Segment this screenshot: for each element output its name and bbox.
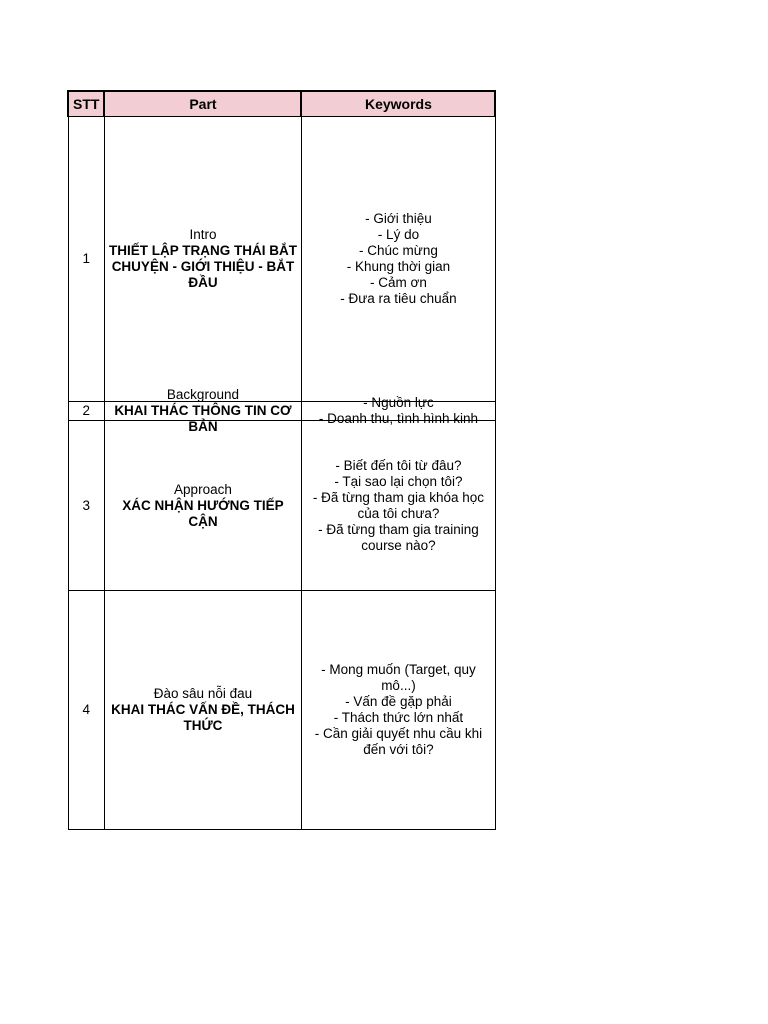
keyword-item: - Khung thời gian <box>346 259 451 274</box>
part-subtitle: Approach <box>174 481 232 497</box>
table-row <box>68 421 495 591</box>
header-row <box>68 91 495 117</box>
keyword-item: - Mong muốn (Target, quy mô...) <box>321 662 476 693</box>
keywords-cell <box>301 395 495 426</box>
keyword-list <box>306 662 491 758</box>
part-subtitle: Intro <box>189 227 217 242</box>
keyword-list <box>306 458 491 554</box>
keywords-cell <box>301 117 495 402</box>
stt-cell: 3 <box>68 421 104 591</box>
table-row <box>68 402 495 421</box>
keyword-item: - Đưa ra tiêu chuẩn <box>340 291 457 306</box>
keyword-item: - Lý do <box>377 227 420 242</box>
keywords-cell <box>301 421 495 591</box>
keyword-item: - Chúc mừng <box>359 243 438 258</box>
part-cell <box>104 117 301 402</box>
keyword-item: - Cần giải quyết nhu cầu khi đến với tôi? <box>314 726 483 757</box>
keyword-item: - Cảm ơn <box>370 275 427 290</box>
header-keywords: Keywords <box>301 91 495 117</box>
part-subtitle: Đào sâu nỗi đau <box>153 686 253 701</box>
keyword-item: - Đã từng tham gia training course nào? <box>318 521 479 553</box>
header-stt: STT <box>68 91 104 117</box>
header-part: Part <box>104 91 301 117</box>
part-title: XÁC NHẬN HƯỚNG TIẾP CẬN <box>122 497 284 529</box>
part-cell <box>104 421 301 591</box>
keyword-item: - Đã từng tham gia khóa học của tôi chưa? <box>312 489 485 521</box>
part-cell <box>104 591 301 830</box>
part-subtitle: Background <box>166 387 239 402</box>
keyword-list <box>306 211 491 307</box>
stt-cell: 4 <box>68 591 104 830</box>
keyword-item: - Biết đến tôi từ đâu? <box>335 457 462 473</box>
keyword-item: - Giới thiệu <box>365 211 432 226</box>
part-title: THIẾT LẬP TRẠNG THÁI BẮT CHUYỆN - GIỚI THIỆU - BẮT ĐẦU <box>108 243 297 290</box>
keywords-table <box>67 90 496 830</box>
keyword-item: - Nguồn lực <box>363 395 434 410</box>
keywords-cell <box>301 591 495 830</box>
part-title: KHAI THÁC THÔNG TIN CƠ BẢN <box>114 403 292 434</box>
table-row <box>68 117 495 402</box>
stt-cell: 1 <box>68 117 104 402</box>
keyword-item: - Doanh thu, tình hình kinh <box>318 411 478 426</box>
part-title: KHAI THÁC VẤN ĐỀ, THÁCH THỨC <box>111 702 295 733</box>
stt-cell: 2 <box>68 402 104 421</box>
keyword-item: - Vấn đề gặp phải <box>345 694 452 709</box>
keyword-item: - Thách thức lớn nhất <box>333 710 464 725</box>
part-cell <box>104 387 301 434</box>
keyword-item: - Tại sao lại chọn tôi? <box>334 473 463 489</box>
table-row <box>68 591 495 830</box>
